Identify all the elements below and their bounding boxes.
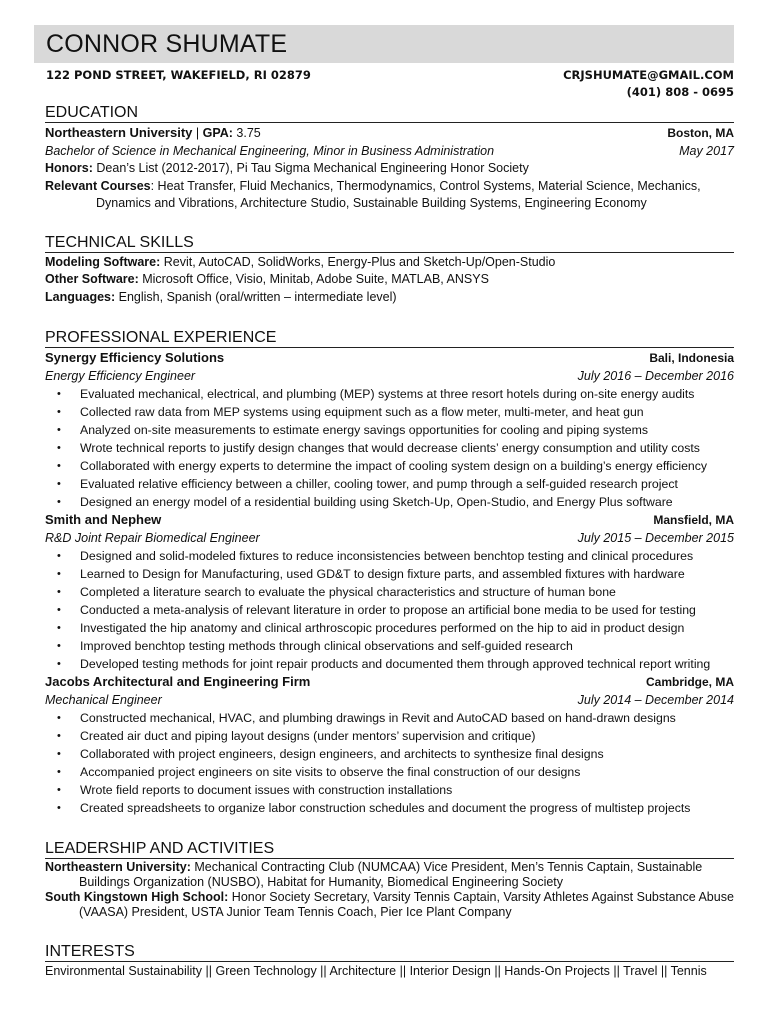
skill-line — [45, 289, 734, 307]
education-school-row — [45, 124, 734, 142]
experience-section — [45, 349, 734, 817]
job-header — [45, 673, 734, 691]
list-item: • Developed testing methods for joint repair products and documented them through approved technical report writing — [45, 655, 734, 673]
list-item: • Created spreadsheets to organize labor construction schedules and document the progress of multistep projects — [45, 799, 734, 817]
name-banner — [34, 25, 734, 63]
job-title: Energy Efficiency Engineer — [45, 369, 196, 383]
school-line — [45, 124, 261, 142]
job-entry — [45, 511, 734, 673]
list-item: • Analyzed on-site measurements to estimate energy savings opportunities for cooling and piping systems — [45, 421, 734, 439]
job-dates: July 2016 – December 2016 — [577, 369, 734, 383]
leadership-heading: LEADERSHIP AND ACTIVITIES — [45, 839, 734, 859]
skills-section — [45, 254, 734, 307]
list-item: • Designed an energy model of a residential building using Sketch-Up, Open-Studio, and Energy Plus software — [45, 493, 734, 511]
skills-heading: TECHNICAL SKILLS — [45, 233, 734, 253]
leadership-text: Mechanical Contracting Club (NUMCAA) Vice President, Men’s Tennis Captain, Sustainable Buildings Organization (NUSBO), Habitat for Humanity, Biomedical Engineering Society — [79, 860, 703, 889]
list-item: • Learned to Design for Manufacturing, used GD&T to design fixture parts, and assembled fixtures with hardware — [45, 565, 734, 583]
contact-info — [34, 67, 734, 101]
job-dates: July 2014 – December 2014 — [577, 693, 734, 707]
interests-section — [45, 963, 734, 981]
graduation-date: May 2017 — [679, 144, 734, 158]
courses-text: : Heat Transfer, Fluid Mechanics, Thermodynamics, Control Systems, Material Science, Mechanics, Dynamics and Vibrations, Architecture Studio, Sustainable Building Systems, Engineering Economy — [96, 178, 701, 210]
job-location: Bali, Indonesia — [649, 351, 734, 365]
job-role-row — [45, 529, 734, 547]
job-bullets — [45, 385, 734, 511]
skill-label: Languages: — [45, 289, 116, 304]
honors-label: Honors: — [45, 161, 93, 175]
employer: Jacobs Architectural and Engineering Firm — [45, 674, 311, 689]
job-location: Cambridge, MA — [645, 675, 734, 689]
education-section — [45, 124, 734, 213]
employer: Smith and Nephew — [45, 512, 162, 527]
skill-value: Microsoft Office, Visio, Minitab, Adobe Suite, MATLAB, ANSYS — [138, 272, 489, 286]
job-dates: July 2015 – December 2015 — [577, 531, 734, 545]
job-entry — [45, 673, 734, 817]
leadership-line — [45, 890, 734, 920]
list-item: • Evaluated mechanical, electrical, and plumbing (MEP) systems at three resort hotels during on-site energy audits — [45, 385, 734, 403]
list-item: • Collected raw data from MEP systems using equipment such as a flow meter, multi-meter, and heat gun — [45, 403, 734, 421]
gpa-label: GPA: — [202, 126, 233, 140]
leadership-org: Northeastern University: — [45, 860, 191, 874]
skill-label: Modeling Software: — [45, 254, 161, 269]
skill-line — [45, 254, 734, 272]
list-item: • Conducted a meta-analysis of relevant literature in order to propose an artificial bone media to be used for testing — [45, 601, 734, 619]
skill-label: Other Software: — [45, 272, 139, 286]
leadership-line — [45, 860, 734, 890]
list-item: • Completed a literature search to evaluate the physical characteristics and structure of human bone — [45, 583, 734, 601]
education-heading: EDUCATION — [45, 103, 734, 123]
list-item: • Collaborated with energy experts to determine the impact of cooling system design on a building’s energy efficiency — [45, 457, 734, 475]
list-item: • Accompanied project engineers on site visits to observe the final construction of our designs — [45, 763, 734, 781]
interests-text: Environmental Sustainability || Green Technology || Architecture || Interior Design || Hands-On Projects || Travel || Tennis — [45, 964, 707, 978]
employer: Synergy Efficiency Solutions — [45, 350, 225, 365]
list-item: • Evaluated relative efficiency between a chiller, cooling tower, and pump through a self-guided research project — [45, 475, 734, 493]
job-bullets — [45, 709, 734, 817]
leadership-org: South Kingstown High School: — [45, 890, 229, 904]
courses-line — [45, 178, 734, 213]
job-role-row — [45, 367, 734, 385]
separator: | — [192, 126, 203, 140]
list-item: • Constructed mechanical, HVAC, and plumbing drawings in Revit and AutoCAD based on hand-drawn designs — [45, 709, 734, 727]
courses-label: Relevant Courses — [45, 178, 151, 193]
leadership-section — [45, 860, 734, 920]
degree-row — [45, 142, 734, 160]
phone: (401) 808 - 0695 — [626, 85, 734, 99]
address: 122 POND STREET, WAKEFIELD, RI 02879 — [46, 68, 311, 82]
list-item: • Collaborated with project engineers, design engineers, and architects to synthesize final designs — [45, 745, 734, 763]
list-item: • Wrote technical reports to justify design changes that would decrease clients’ energy consumption and utility costs — [45, 439, 734, 457]
contact-right — [563, 67, 734, 101]
school-location: Boston, MA — [667, 126, 734, 140]
list-item: • Created air duct and piping layout designs (under mentors’ supervision and critique) — [45, 727, 734, 745]
experience-heading: PROFESSIONAL EXPERIENCE — [45, 328, 734, 348]
skill-value: English, Spanish (oral/written – intermediate level) — [115, 289, 397, 304]
list-item: • Wrote field reports to document issues with construction installations — [45, 781, 734, 799]
email: CRJSHUMATE@GMAIL.COM — [563, 68, 734, 82]
school-name: Northeastern University — [45, 125, 193, 140]
list-item: • Investigated the hip anatomy and clinical arthroscopic procedures performed on the hip to aid in product design — [45, 619, 734, 637]
job-header — [45, 349, 734, 367]
list-item: • Improved benchtop testing methods through clinical observations and self-guided research — [45, 637, 734, 655]
skill-value: Revit, AutoCAD, SolidWorks, Energy-Plus and Sketch-Up/Open-Studio — [160, 254, 556, 269]
job-title: R&D Joint Repair Biomedical Engineer — [45, 531, 260, 545]
job-entry — [45, 349, 734, 511]
honors-line — [45, 160, 734, 178]
leadership-text: Honor Society Secretary, Varsity Tennis Captain, Varsity Athletes Against Substance Abuse (VAASA) President, USTA Junior Team Tennis Coach, Pier Ice Plant Company — [79, 890, 734, 919]
job-header — [45, 511, 734, 529]
interests-heading: INTERESTS — [45, 942, 734, 962]
list-item: • Designed and solid-modeled fixtures to reduce inconsistencies between benchtop testing and clinical procedures — [45, 547, 734, 565]
skill-line — [45, 271, 734, 289]
gpa-value: 3.75 — [232, 126, 261, 140]
degree: Bachelor of Science in Mechanical Engineering, Minor in Business Administration — [45, 144, 495, 158]
job-title: Mechanical Engineer — [45, 693, 162, 707]
candidate-name: CONNOR SHUMATE — [46, 30, 288, 58]
job-bullets — [45, 547, 734, 673]
job-role-row — [45, 691, 734, 709]
honors-text: Dean’s List (2012-2017), Pi Tau Sigma Mechanical Engineering Honor Society — [92, 161, 529, 175]
resume-page — [34, 25, 734, 981]
job-location: Mansfield, MA — [653, 513, 734, 527]
